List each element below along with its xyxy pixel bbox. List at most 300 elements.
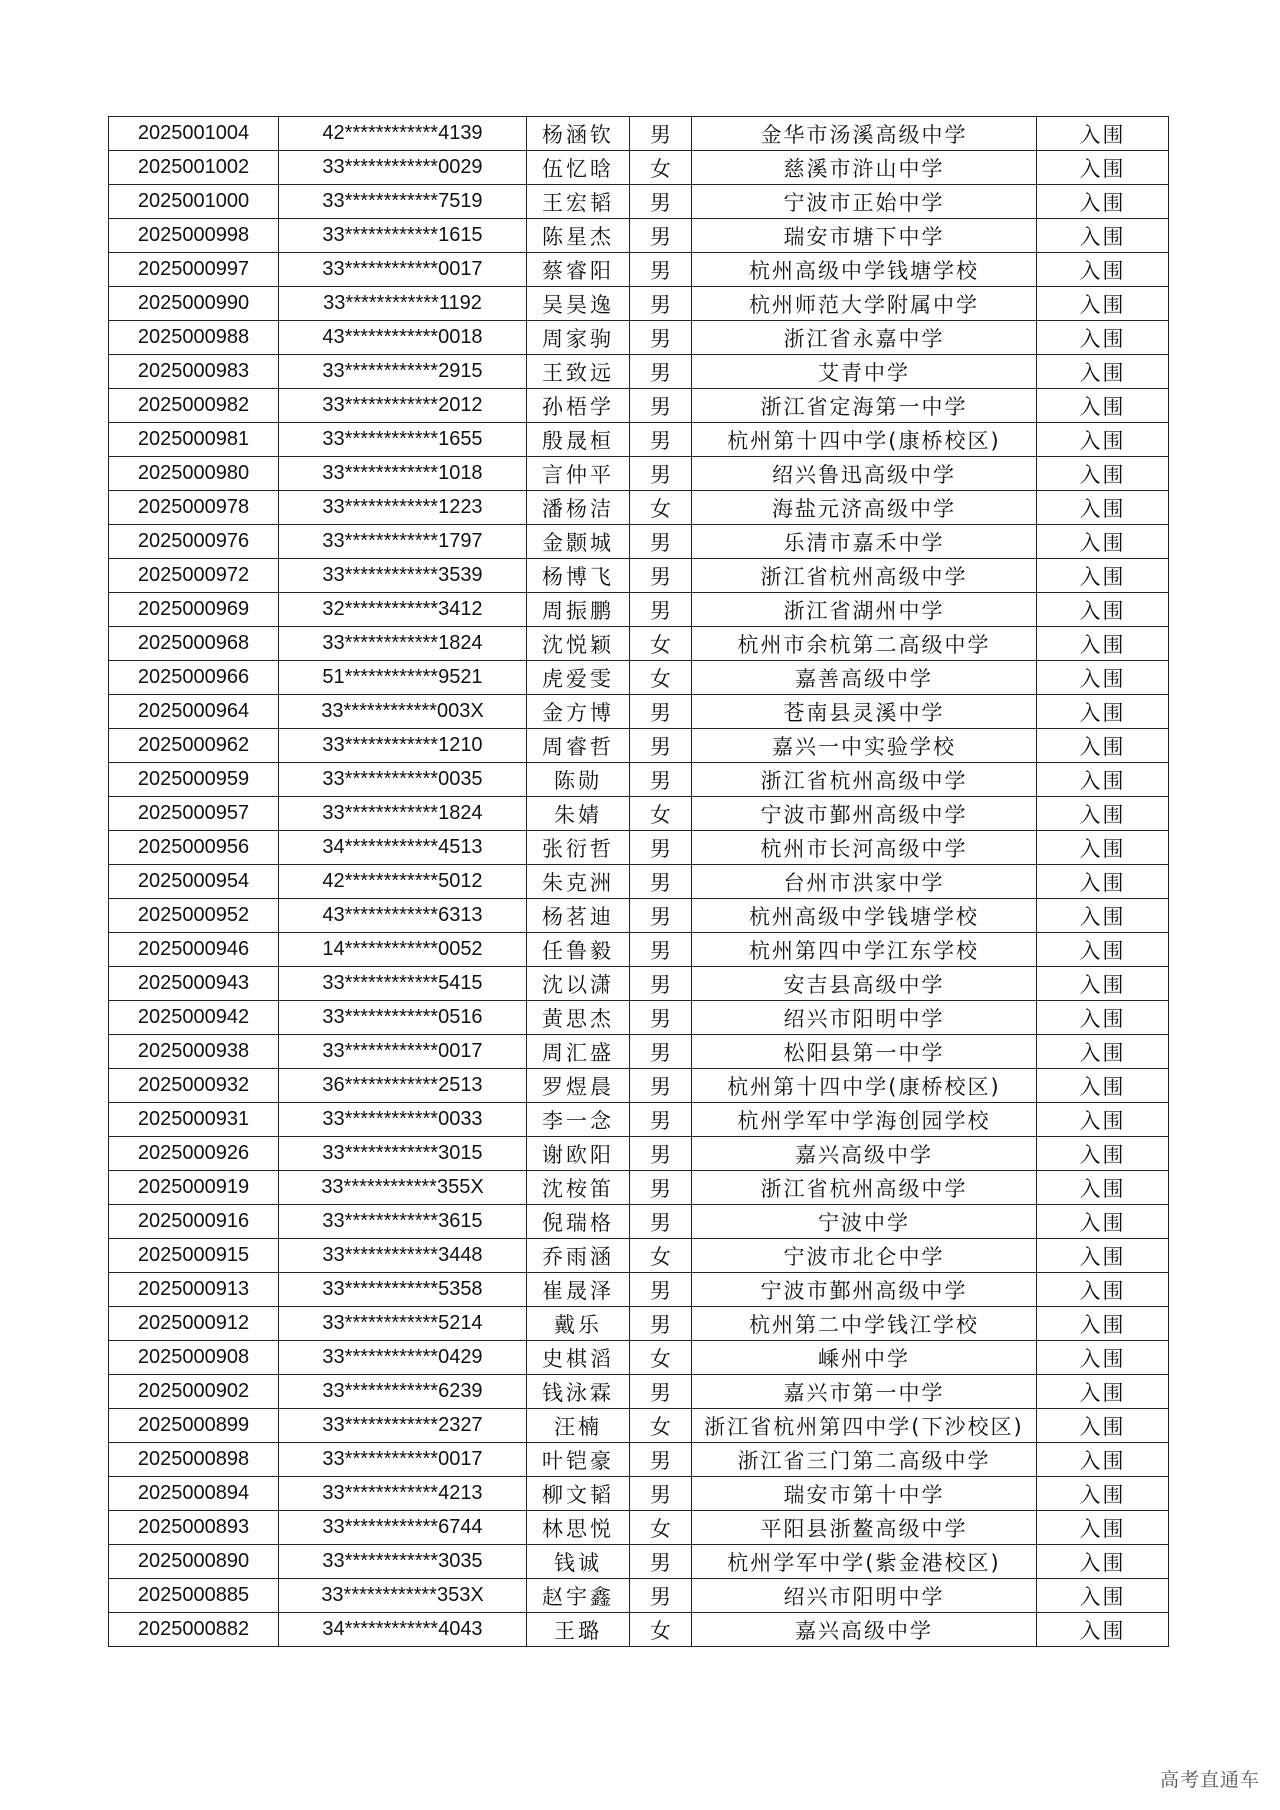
- candidate-number-cell: 2025001004: [109, 117, 279, 151]
- student-name-cell: 朱婧: [527, 797, 630, 831]
- id-card-cell: 33************2915: [279, 355, 527, 389]
- status-cell: 入围: [1037, 1205, 1169, 1239]
- school-cell: 宁波市北仑中学: [692, 1239, 1037, 1273]
- student-name-cell: 言仲平: [527, 457, 630, 491]
- school-cell: 宁波市鄞州高级中学: [692, 797, 1037, 831]
- gender-cell: 男: [630, 457, 692, 491]
- candidate-number-cell: 2025000972: [109, 559, 279, 593]
- gender-cell: 男: [630, 1205, 692, 1239]
- school-cell: 慈溪市浒山中学: [692, 151, 1037, 185]
- school-cell: 绍兴市阳明中学: [692, 1579, 1037, 1613]
- table-body: [109, 117, 1169, 1647]
- student-name-cell: 吴昊逸: [527, 287, 630, 321]
- student-name-cell: 王致远: [527, 355, 630, 389]
- gender-cell: 男: [630, 1375, 692, 1409]
- table-row: [109, 423, 1169, 457]
- gender-cell: 男: [630, 593, 692, 627]
- student-name-cell: 罗煜晨: [527, 1069, 630, 1103]
- status-cell: 入围: [1037, 627, 1169, 661]
- gender-cell: 男: [630, 117, 692, 151]
- candidate-number-cell: 2025000893: [109, 1511, 279, 1545]
- gender-cell: 男: [630, 831, 692, 865]
- school-cell: 艾青中学: [692, 355, 1037, 389]
- gender-cell: 男: [630, 967, 692, 1001]
- student-name-cell: 李一念: [527, 1103, 630, 1137]
- candidate-number-cell: 2025000954: [109, 865, 279, 899]
- status-cell: 入围: [1037, 763, 1169, 797]
- id-card-cell: 42************4139: [279, 117, 527, 151]
- candidate-number-cell: 2025000916: [109, 1205, 279, 1239]
- candidate-number-cell: 2025000990: [109, 287, 279, 321]
- school-cell: 杭州学军中学(紫金港校区): [692, 1545, 1037, 1579]
- student-name-cell: 周家驹: [527, 321, 630, 355]
- student-name-cell: 沈以潇: [527, 967, 630, 1001]
- status-cell: 入围: [1037, 1545, 1169, 1579]
- status-cell: 入围: [1037, 1239, 1169, 1273]
- school-cell: 浙江省定海第一中学: [692, 389, 1037, 423]
- status-cell: 入围: [1037, 1477, 1169, 1511]
- table-row: [109, 1103, 1169, 1137]
- gender-cell: 男: [630, 899, 692, 933]
- id-card-cell: 33************6744: [279, 1511, 527, 1545]
- school-cell: 杭州市长河高级中学: [692, 831, 1037, 865]
- school-cell: 杭州学军中学海创园学校: [692, 1103, 1037, 1137]
- candidate-number-cell: 2025000943: [109, 967, 279, 1001]
- status-cell: 入围: [1037, 1579, 1169, 1613]
- status-cell: 入围: [1037, 593, 1169, 627]
- gender-cell: 男: [630, 1103, 692, 1137]
- status-cell: 入围: [1037, 321, 1169, 355]
- id-card-cell: 33************0017: [279, 1035, 527, 1069]
- school-cell: 金华市汤溪高级中学: [692, 117, 1037, 151]
- school-cell: 台州市洪家中学: [692, 865, 1037, 899]
- school-cell: 海盐元济高级中学: [692, 491, 1037, 525]
- status-cell: 入围: [1037, 423, 1169, 457]
- id-card-cell: 33************0029: [279, 151, 527, 185]
- student-name-cell: 蔡睿阳: [527, 253, 630, 287]
- candidate-number-cell: 2025000899: [109, 1409, 279, 1443]
- id-card-cell: 33************3539: [279, 559, 527, 593]
- status-cell: 入围: [1037, 559, 1169, 593]
- table-row: [109, 933, 1169, 967]
- table-row: [109, 389, 1169, 423]
- table-row: [109, 593, 1169, 627]
- gender-cell: 男: [630, 1069, 692, 1103]
- student-name-cell: 潘杨洁: [527, 491, 630, 525]
- table-row: [109, 117, 1169, 151]
- id-card-cell: 36************2513: [279, 1069, 527, 1103]
- candidate-number-cell: 2025000988: [109, 321, 279, 355]
- table-row: [109, 967, 1169, 1001]
- watermark-text: 高考直通车: [1159, 1769, 1260, 1791]
- status-cell: 入围: [1037, 899, 1169, 933]
- status-cell: 入围: [1037, 185, 1169, 219]
- school-cell: 嵊州中学: [692, 1341, 1037, 1375]
- id-card-cell: 33************7519: [279, 185, 527, 219]
- school-cell: 嘉兴高级中学: [692, 1613, 1037, 1647]
- gender-cell: 男: [630, 695, 692, 729]
- gender-cell: 男: [630, 729, 692, 763]
- gender-cell: 男: [630, 253, 692, 287]
- table-row: [109, 1409, 1169, 1443]
- table-row: [109, 1069, 1169, 1103]
- table-row: [109, 185, 1169, 219]
- table-row: [109, 729, 1169, 763]
- candidate-number-cell: 2025000902: [109, 1375, 279, 1409]
- id-card-cell: 42************5012: [279, 865, 527, 899]
- status-cell: 入围: [1037, 695, 1169, 729]
- school-cell: 浙江省永嘉中学: [692, 321, 1037, 355]
- school-cell: 浙江省杭州第四中学(下沙校区): [692, 1409, 1037, 1443]
- status-cell: 入围: [1037, 1035, 1169, 1069]
- status-cell: 入围: [1037, 117, 1169, 151]
- id-card-cell: 33************1192: [279, 287, 527, 321]
- table-row: [109, 1545, 1169, 1579]
- school-cell: 乐清市嘉禾中学: [692, 525, 1037, 559]
- id-card-cell: 33************3015: [279, 1137, 527, 1171]
- table-row: [109, 219, 1169, 253]
- student-name-cell: 周汇盛: [527, 1035, 630, 1069]
- status-cell: 入围: [1037, 525, 1169, 559]
- gender-cell: 男: [630, 933, 692, 967]
- id-card-cell: 33************003X: [279, 695, 527, 729]
- table-row: [109, 797, 1169, 831]
- table-row: [109, 1205, 1169, 1239]
- candidate-number-cell: 2025000980: [109, 457, 279, 491]
- student-name-cell: 朱克洲: [527, 865, 630, 899]
- student-name-cell: 金方博: [527, 695, 630, 729]
- status-cell: 入围: [1037, 457, 1169, 491]
- candidate-number-cell: 2025000926: [109, 1137, 279, 1171]
- id-card-cell: 33************5358: [279, 1273, 527, 1307]
- school-cell: 宁波市鄞州高级中学: [692, 1273, 1037, 1307]
- status-cell: 入围: [1037, 355, 1169, 389]
- student-name-cell: 周睿哲: [527, 729, 630, 763]
- candidate-number-cell: 2025000982: [109, 389, 279, 423]
- table-row: [109, 1511, 1169, 1545]
- gender-cell: 男: [630, 865, 692, 899]
- id-card-cell: 33************0429: [279, 1341, 527, 1375]
- candidate-number-cell: 2025000898: [109, 1443, 279, 1477]
- table-row: [109, 1035, 1169, 1069]
- candidate-number-cell: 2025000952: [109, 899, 279, 933]
- status-cell: 入围: [1037, 491, 1169, 525]
- gender-cell: 男: [630, 355, 692, 389]
- table-row: [109, 355, 1169, 389]
- student-name-cell: 伍忆晗: [527, 151, 630, 185]
- candidate-number-cell: 2025000908: [109, 1341, 279, 1375]
- status-cell: 入围: [1037, 151, 1169, 185]
- candidate-number-cell: 2025000931: [109, 1103, 279, 1137]
- id-card-cell: 14************0052: [279, 933, 527, 967]
- student-name-cell: 叶铠豪: [527, 1443, 630, 1477]
- candidate-number-cell: 2025000978: [109, 491, 279, 525]
- table-row: [109, 1001, 1169, 1035]
- student-name-cell: 倪瑞格: [527, 1205, 630, 1239]
- gender-cell: 男: [630, 1137, 692, 1171]
- school-cell: 浙江省湖州中学: [692, 593, 1037, 627]
- status-cell: 入围: [1037, 797, 1169, 831]
- table-row: [109, 1273, 1169, 1307]
- id-card-cell: 33************1223: [279, 491, 527, 525]
- id-card-cell: 33************353X: [279, 1579, 527, 1613]
- id-card-cell: 34************4043: [279, 1613, 527, 1647]
- gender-cell: 女: [630, 1613, 692, 1647]
- id-card-cell: 33************1797: [279, 525, 527, 559]
- student-name-cell: 史棋滔: [527, 1341, 630, 1375]
- id-card-cell: 33************5214: [279, 1307, 527, 1341]
- status-cell: 入围: [1037, 1409, 1169, 1443]
- table-row: [109, 1443, 1169, 1477]
- id-card-cell: 33************355X: [279, 1171, 527, 1205]
- gender-cell: 男: [630, 389, 692, 423]
- table-row: [109, 831, 1169, 865]
- status-cell: 入围: [1037, 1443, 1169, 1477]
- id-card-cell: 33************0017: [279, 1443, 527, 1477]
- school-cell: 杭州高级中学钱塘学校: [692, 899, 1037, 933]
- student-name-cell: 崔晟泽: [527, 1273, 630, 1307]
- school-cell: 嘉兴市第一中学: [692, 1375, 1037, 1409]
- student-name-cell: 金颢城: [527, 525, 630, 559]
- candidate-number-cell: 2025000966: [109, 661, 279, 695]
- student-name-cell: 汪楠: [527, 1409, 630, 1443]
- id-card-cell: 33************2012: [279, 389, 527, 423]
- table-row: [109, 1579, 1169, 1613]
- table-row: [109, 559, 1169, 593]
- status-cell: 入围: [1037, 729, 1169, 763]
- id-card-cell: 33************0033: [279, 1103, 527, 1137]
- status-cell: 入围: [1037, 661, 1169, 695]
- gender-cell: 女: [630, 1341, 692, 1375]
- table-row: [109, 1375, 1169, 1409]
- student-name-cell: 钱诚: [527, 1545, 630, 1579]
- school-cell: 瑞安市第十中学: [692, 1477, 1037, 1511]
- school-cell: 宁波中学: [692, 1205, 1037, 1239]
- gender-cell: 男: [630, 185, 692, 219]
- student-name-cell: 张衍哲: [527, 831, 630, 865]
- table-row: [109, 1477, 1169, 1511]
- status-cell: 入围: [1037, 287, 1169, 321]
- status-cell: 入围: [1037, 389, 1169, 423]
- table-row: [109, 763, 1169, 797]
- school-cell: 嘉善高级中学: [692, 661, 1037, 695]
- school-cell: 绍兴市阳明中学: [692, 1001, 1037, 1035]
- table-row: [109, 1137, 1169, 1171]
- status-cell: 入围: [1037, 1001, 1169, 1035]
- id-card-cell: 33************3448: [279, 1239, 527, 1273]
- school-cell: 浙江省杭州高级中学: [692, 763, 1037, 797]
- gender-cell: 女: [630, 1409, 692, 1443]
- student-name-cell: 王璐: [527, 1613, 630, 1647]
- table-row: [109, 1613, 1169, 1647]
- id-card-cell: 33************1018: [279, 457, 527, 491]
- table-row: [109, 525, 1169, 559]
- id-card-cell: 33************6239: [279, 1375, 527, 1409]
- school-cell: 安吉县高级中学: [692, 967, 1037, 1001]
- table-row: [109, 627, 1169, 661]
- student-name-cell: 乔雨涵: [527, 1239, 630, 1273]
- school-cell: 杭州师范大学附属中学: [692, 287, 1037, 321]
- status-cell: 入围: [1037, 1273, 1169, 1307]
- candidate-number-cell: 2025000942: [109, 1001, 279, 1035]
- student-name-cell: 陈勋: [527, 763, 630, 797]
- id-card-cell: 34************4513: [279, 831, 527, 865]
- gender-cell: 男: [630, 1477, 692, 1511]
- id-card-cell: 43************0018: [279, 321, 527, 355]
- table-row: [109, 661, 1169, 695]
- status-cell: 入围: [1037, 1171, 1169, 1205]
- student-name-cell: 虎爱雯: [527, 661, 630, 695]
- gender-cell: 男: [630, 423, 692, 457]
- school-cell: 杭州第十四中学(康桥校区): [692, 423, 1037, 457]
- table-row: [109, 457, 1169, 491]
- gender-cell: 男: [630, 1443, 692, 1477]
- gender-cell: 女: [630, 1239, 692, 1273]
- student-name-cell: 周振鹏: [527, 593, 630, 627]
- gender-cell: 男: [630, 559, 692, 593]
- candidate-number-cell: 2025000969: [109, 593, 279, 627]
- table-row: [109, 253, 1169, 287]
- table-row: [109, 1171, 1169, 1205]
- student-name-cell: 谢欧阳: [527, 1137, 630, 1171]
- candidate-number-cell: 2025000913: [109, 1273, 279, 1307]
- status-cell: 入围: [1037, 865, 1169, 899]
- table-row: [109, 865, 1169, 899]
- table-row: [109, 491, 1169, 525]
- id-card-cell: 33************3035: [279, 1545, 527, 1579]
- table-row: [109, 695, 1169, 729]
- candidate-number-cell: 2025000894: [109, 1477, 279, 1511]
- school-cell: 宁波市正始中学: [692, 185, 1037, 219]
- student-name-cell: 杨涵钦: [527, 117, 630, 151]
- student-name-cell: 杨博飞: [527, 559, 630, 593]
- school-cell: 杭州市余杭第二高级中学: [692, 627, 1037, 661]
- table-row: [109, 321, 1169, 355]
- student-name-cell: 沈桉笛: [527, 1171, 630, 1205]
- candidate-number-cell: 2025000932: [109, 1069, 279, 1103]
- candidate-number-cell: 2025000956: [109, 831, 279, 865]
- student-name-cell: 柳文韬: [527, 1477, 630, 1511]
- school-cell: 嘉兴一中实验学校: [692, 729, 1037, 763]
- school-cell: 瑞安市塘下中学: [692, 219, 1037, 253]
- candidate-number-cell: 2025000957: [109, 797, 279, 831]
- status-cell: 入围: [1037, 1341, 1169, 1375]
- school-cell: 浙江省杭州高级中学: [692, 1171, 1037, 1205]
- status-cell: 入围: [1037, 253, 1169, 287]
- candidate-number-cell: 2025000882: [109, 1613, 279, 1647]
- student-name-cell: 陈星杰: [527, 219, 630, 253]
- gender-cell: 男: [630, 1171, 692, 1205]
- candidate-number-cell: 2025000885: [109, 1579, 279, 1613]
- id-card-cell: 33************1615: [279, 219, 527, 253]
- gender-cell: 男: [630, 321, 692, 355]
- student-name-cell: 戴乐: [527, 1307, 630, 1341]
- candidate-number-cell: 2025000962: [109, 729, 279, 763]
- student-name-cell: 杨茗迪: [527, 899, 630, 933]
- student-name-cell: 黄思杰: [527, 1001, 630, 1035]
- student-name-cell: 林思悦: [527, 1511, 630, 1545]
- id-card-cell: 33************4213: [279, 1477, 527, 1511]
- candidate-number-cell: 2025000964: [109, 695, 279, 729]
- school-cell: 嘉兴高级中学: [692, 1137, 1037, 1171]
- status-cell: 入围: [1037, 219, 1169, 253]
- candidate-number-cell: 2025000938: [109, 1035, 279, 1069]
- gender-cell: 女: [630, 491, 692, 525]
- id-card-cell: 51************9521: [279, 661, 527, 695]
- status-cell: 入围: [1037, 831, 1169, 865]
- student-name-cell: 沈悦颖: [527, 627, 630, 661]
- gender-cell: 男: [630, 525, 692, 559]
- table-row: [109, 899, 1169, 933]
- school-cell: 浙江省杭州高级中学: [692, 559, 1037, 593]
- school-cell: 浙江省三门第二高级中学: [692, 1443, 1037, 1477]
- candidate-number-cell: 2025000912: [109, 1307, 279, 1341]
- candidate-number-cell: 2025000968: [109, 627, 279, 661]
- status-cell: 入围: [1037, 1137, 1169, 1171]
- gender-cell: 男: [630, 763, 692, 797]
- student-name-cell: 赵宇鑫: [527, 1579, 630, 1613]
- gender-cell: 女: [630, 1511, 692, 1545]
- student-name-cell: 王宏韬: [527, 185, 630, 219]
- gender-cell: 男: [630, 219, 692, 253]
- school-cell: 杭州高级中学钱塘学校: [692, 253, 1037, 287]
- gender-cell: 女: [630, 151, 692, 185]
- id-card-cell: 33************1655: [279, 423, 527, 457]
- admission-list-table: [108, 116, 1169, 1647]
- id-card-cell: 33************3615: [279, 1205, 527, 1239]
- id-card-cell: 43************6313: [279, 899, 527, 933]
- status-cell: 入围: [1037, 1511, 1169, 1545]
- candidate-number-cell: 2025000915: [109, 1239, 279, 1273]
- id-card-cell: 33************1210: [279, 729, 527, 763]
- gender-cell: 男: [630, 1273, 692, 1307]
- gender-cell: 男: [630, 1035, 692, 1069]
- id-card-cell: 33************0017: [279, 253, 527, 287]
- student-name-cell: 孙梧学: [527, 389, 630, 423]
- gender-cell: 男: [630, 287, 692, 321]
- id-card-cell: 33************1824: [279, 797, 527, 831]
- gender-cell: 男: [630, 1579, 692, 1613]
- student-name-cell: 任鲁毅: [527, 933, 630, 967]
- candidate-number-cell: 2025000983: [109, 355, 279, 389]
- status-cell: 入围: [1037, 1375, 1169, 1409]
- school-cell: 绍兴鲁迅高级中学: [692, 457, 1037, 491]
- table-row: [109, 1239, 1169, 1273]
- status-cell: 入围: [1037, 1069, 1169, 1103]
- candidate-number-cell: 2025000997: [109, 253, 279, 287]
- status-cell: 入围: [1037, 1307, 1169, 1341]
- candidate-number-cell: 2025000946: [109, 933, 279, 967]
- id-card-cell: 33************5415: [279, 967, 527, 1001]
- gender-cell: 女: [630, 661, 692, 695]
- table-row: [109, 1341, 1169, 1375]
- candidate-number-cell: 2025000919: [109, 1171, 279, 1205]
- school-cell: 平阳县浙鳌高级中学: [692, 1511, 1037, 1545]
- student-name-cell: 殷晟桓: [527, 423, 630, 457]
- candidate-number-cell: 2025000976: [109, 525, 279, 559]
- table-row: [109, 1307, 1169, 1341]
- student-name-cell: 钱泳霖: [527, 1375, 630, 1409]
- candidate-number-cell: 2025001002: [109, 151, 279, 185]
- id-card-cell: 33************0035: [279, 763, 527, 797]
- school-cell: 杭州第十四中学(康桥校区): [692, 1069, 1037, 1103]
- gender-cell: 女: [630, 797, 692, 831]
- status-cell: 入围: [1037, 1103, 1169, 1137]
- candidate-number-cell: 2025000998: [109, 219, 279, 253]
- table-row: [109, 151, 1169, 185]
- candidate-number-cell: 2025000981: [109, 423, 279, 457]
- id-card-cell: 33************2327: [279, 1409, 527, 1443]
